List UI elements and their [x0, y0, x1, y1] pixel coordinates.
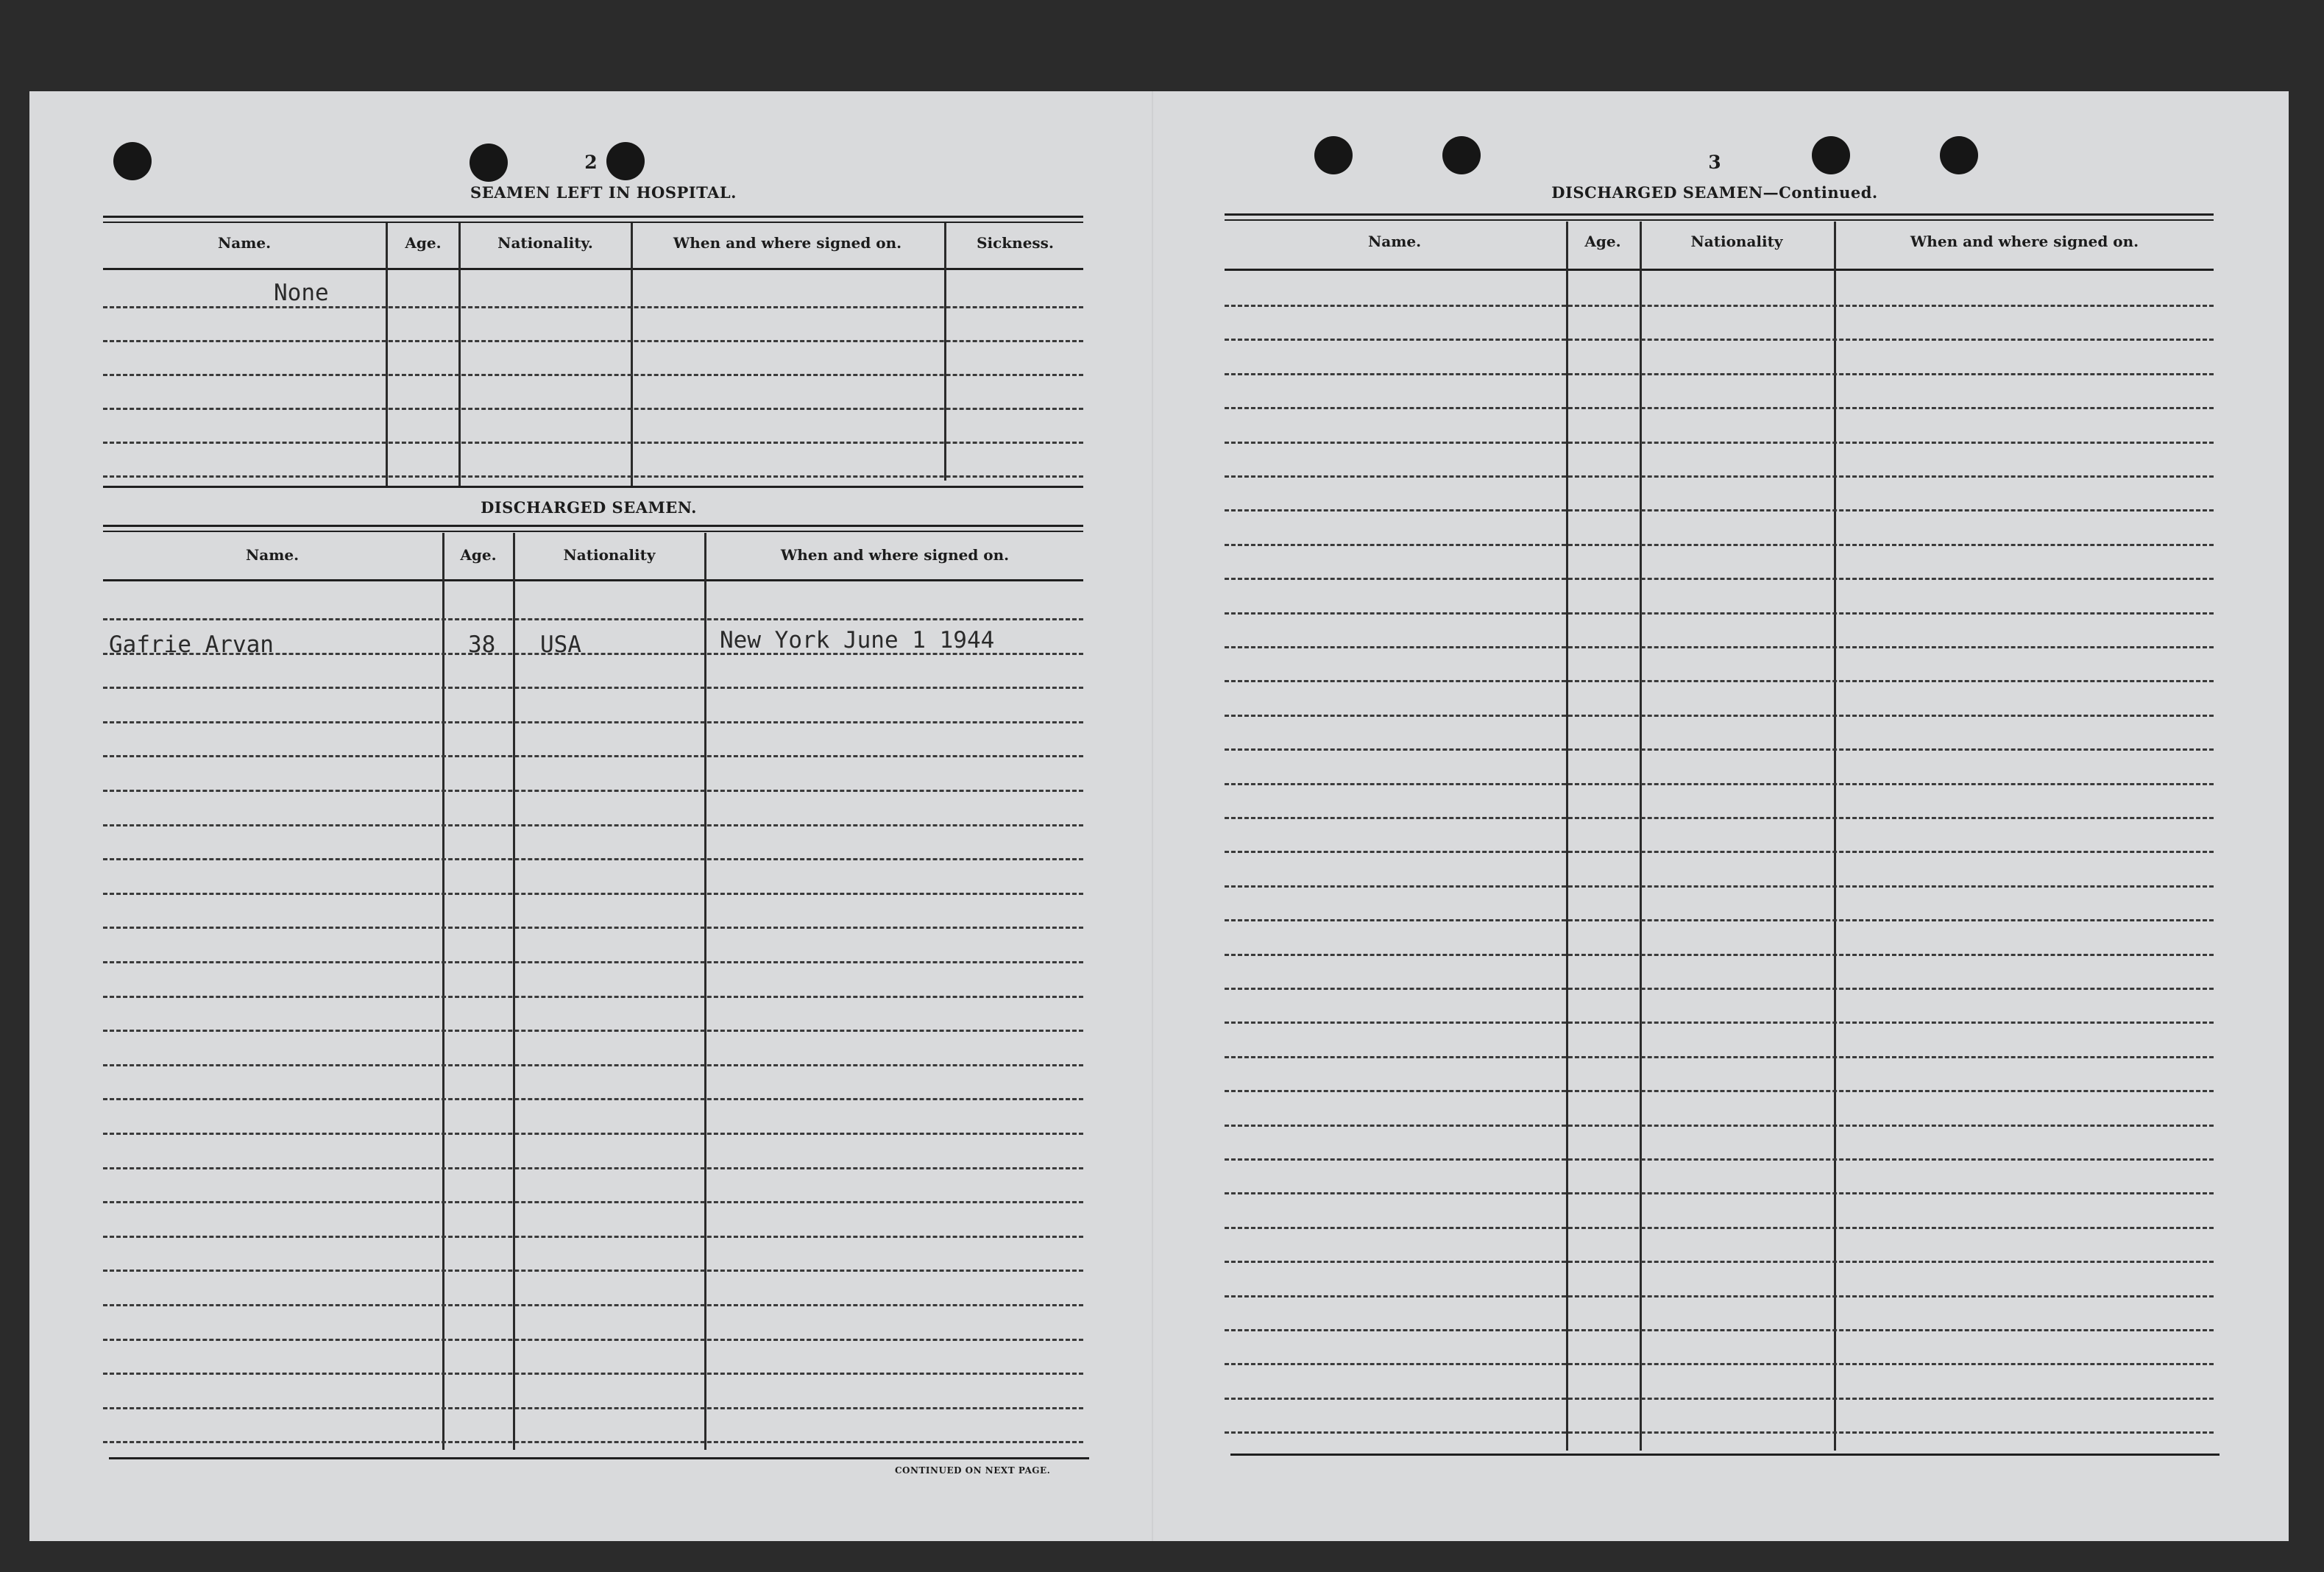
page-fold: [1152, 91, 1153, 1541]
ruled-line: [103, 1270, 1083, 1272]
punch-hole: [1812, 136, 1850, 174]
column-header-age: Age.: [460, 546, 497, 564]
ruled-line: [103, 1064, 1083, 1066]
ruled-line: [1225, 885, 2214, 888]
ruled-line: [103, 1339, 1083, 1341]
ruled-line: [1225, 509, 2214, 511]
column-header-name: Name.: [1367, 233, 1422, 250]
ruled-line: [1225, 1261, 2214, 1263]
ruled-line: [103, 1133, 1083, 1135]
discharged-continued-title: DISCHARGED SEAMEN—Continued.: [1551, 183, 1878, 202]
ruled-line: [103, 961, 1083, 963]
ruled-line: [103, 996, 1083, 998]
column-header-nationality: Nationality.: [497, 234, 593, 252]
document-sheet: [29, 91, 2289, 1541]
ruled-line: [1225, 680, 2214, 682]
ruled-line: [1225, 919, 2214, 921]
punch-hole: [1940, 136, 1978, 174]
ruled-line: [103, 1373, 1083, 1375]
column-header-name: Name.: [245, 546, 300, 564]
ruled-line: [1225, 1398, 2214, 1400]
ruled-line: [103, 1407, 1083, 1409]
column-header-signed-on: When and where signed on.: [673, 234, 902, 252]
ruled-line: [103, 927, 1083, 929]
punch-hole: [470, 144, 508, 182]
ruled-line: [103, 1030, 1083, 1032]
seaman-age: 38: [468, 631, 496, 658]
ruled-line: [103, 1304, 1083, 1306]
hospital-entry-none: None: [274, 280, 329, 306]
ruled-line: [1225, 305, 2214, 307]
column-header-nationality: Nationality: [563, 546, 656, 564]
ruled-line: [1225, 715, 2214, 717]
hospital-section-title: SEAMEN LEFT IN HOSPITAL.: [470, 183, 737, 202]
ruled-line: [1225, 407, 2214, 409]
ruled-line: [1225, 1090, 2214, 1092]
ruled-line: [1225, 1022, 2214, 1024]
ruled-line: [1225, 748, 2214, 751]
ruled-line: [1225, 1227, 2214, 1229]
discharged-section-title: DISCHARGED SEAMEN.: [481, 498, 697, 517]
page-number: 2: [584, 152, 598, 173]
ruled-line: [1225, 442, 2214, 444]
punch-hole: [1442, 136, 1481, 174]
ruled-line: [1225, 646, 2214, 648]
ruled-line: [103, 824, 1083, 826]
ruled-line: [1225, 954, 2214, 956]
ruled-line: [1225, 1295, 2214, 1297]
ruled-line: [1225, 373, 2214, 375]
ruled-line: [103, 721, 1083, 723]
ruled-line: [103, 858, 1083, 860]
ruled-line: [103, 790, 1083, 792]
column-header-age: Age.: [1584, 233, 1621, 250]
ruled-line: [1225, 475, 2214, 478]
ruled-line: [1225, 1431, 2214, 1434]
ruled-line: [103, 618, 1083, 620]
page-number: 3: [1708, 152, 1721, 173]
column-header-nationality: Nationality: [1690, 233, 1783, 250]
ruled-line: [1225, 1192, 2214, 1194]
seaman-signed-on: New York June 1 1944: [720, 627, 995, 654]
column-header-signed-on: When and where signed on.: [780, 546, 1010, 564]
punch-hole: [113, 142, 152, 180]
ruled-line: [1225, 817, 2214, 819]
ruled-line: [103, 1098, 1083, 1100]
column-header-age: Age.: [405, 234, 442, 252]
punch-hole: [1314, 136, 1353, 174]
ruled-line: [103, 893, 1083, 895]
seaman-name: Gafrie Arvan: [109, 631, 274, 658]
ruled-line: [1225, 339, 2214, 341]
column-header-name: Name.: [217, 234, 272, 252]
ruled-line: [103, 1201, 1083, 1203]
column-header-sickness: Sickness.: [977, 234, 1054, 252]
ruled-line: [1225, 578, 2214, 580]
ruled-line: [1225, 1363, 2214, 1365]
ruled-line: [103, 1441, 1083, 1443]
ruled-line: [103, 755, 1083, 757]
ruled-line: [103, 687, 1083, 689]
column-header-signed-on: When and where signed on.: [1910, 233, 2139, 250]
ruled-line: [1225, 1158, 2214, 1161]
ruled-line: [103, 653, 1083, 655]
ruled-line: [1225, 1056, 2214, 1058]
ruled-line: [103, 1236, 1083, 1238]
ruled-line: [103, 1167, 1083, 1169]
ruled-line: [1225, 612, 2214, 615]
ruled-line: [1225, 544, 2214, 546]
ruled-line: [1225, 851, 2214, 853]
ruled-line: [1225, 1329, 2214, 1331]
continued-note: CONTINUED ON NEXT PAGE.: [895, 1465, 1051, 1476]
ruled-line: [1225, 1125, 2214, 1127]
ruled-line: [1225, 783, 2214, 785]
ruled-line: [1225, 988, 2214, 990]
seaman-nationality: USA: [540, 631, 581, 658]
